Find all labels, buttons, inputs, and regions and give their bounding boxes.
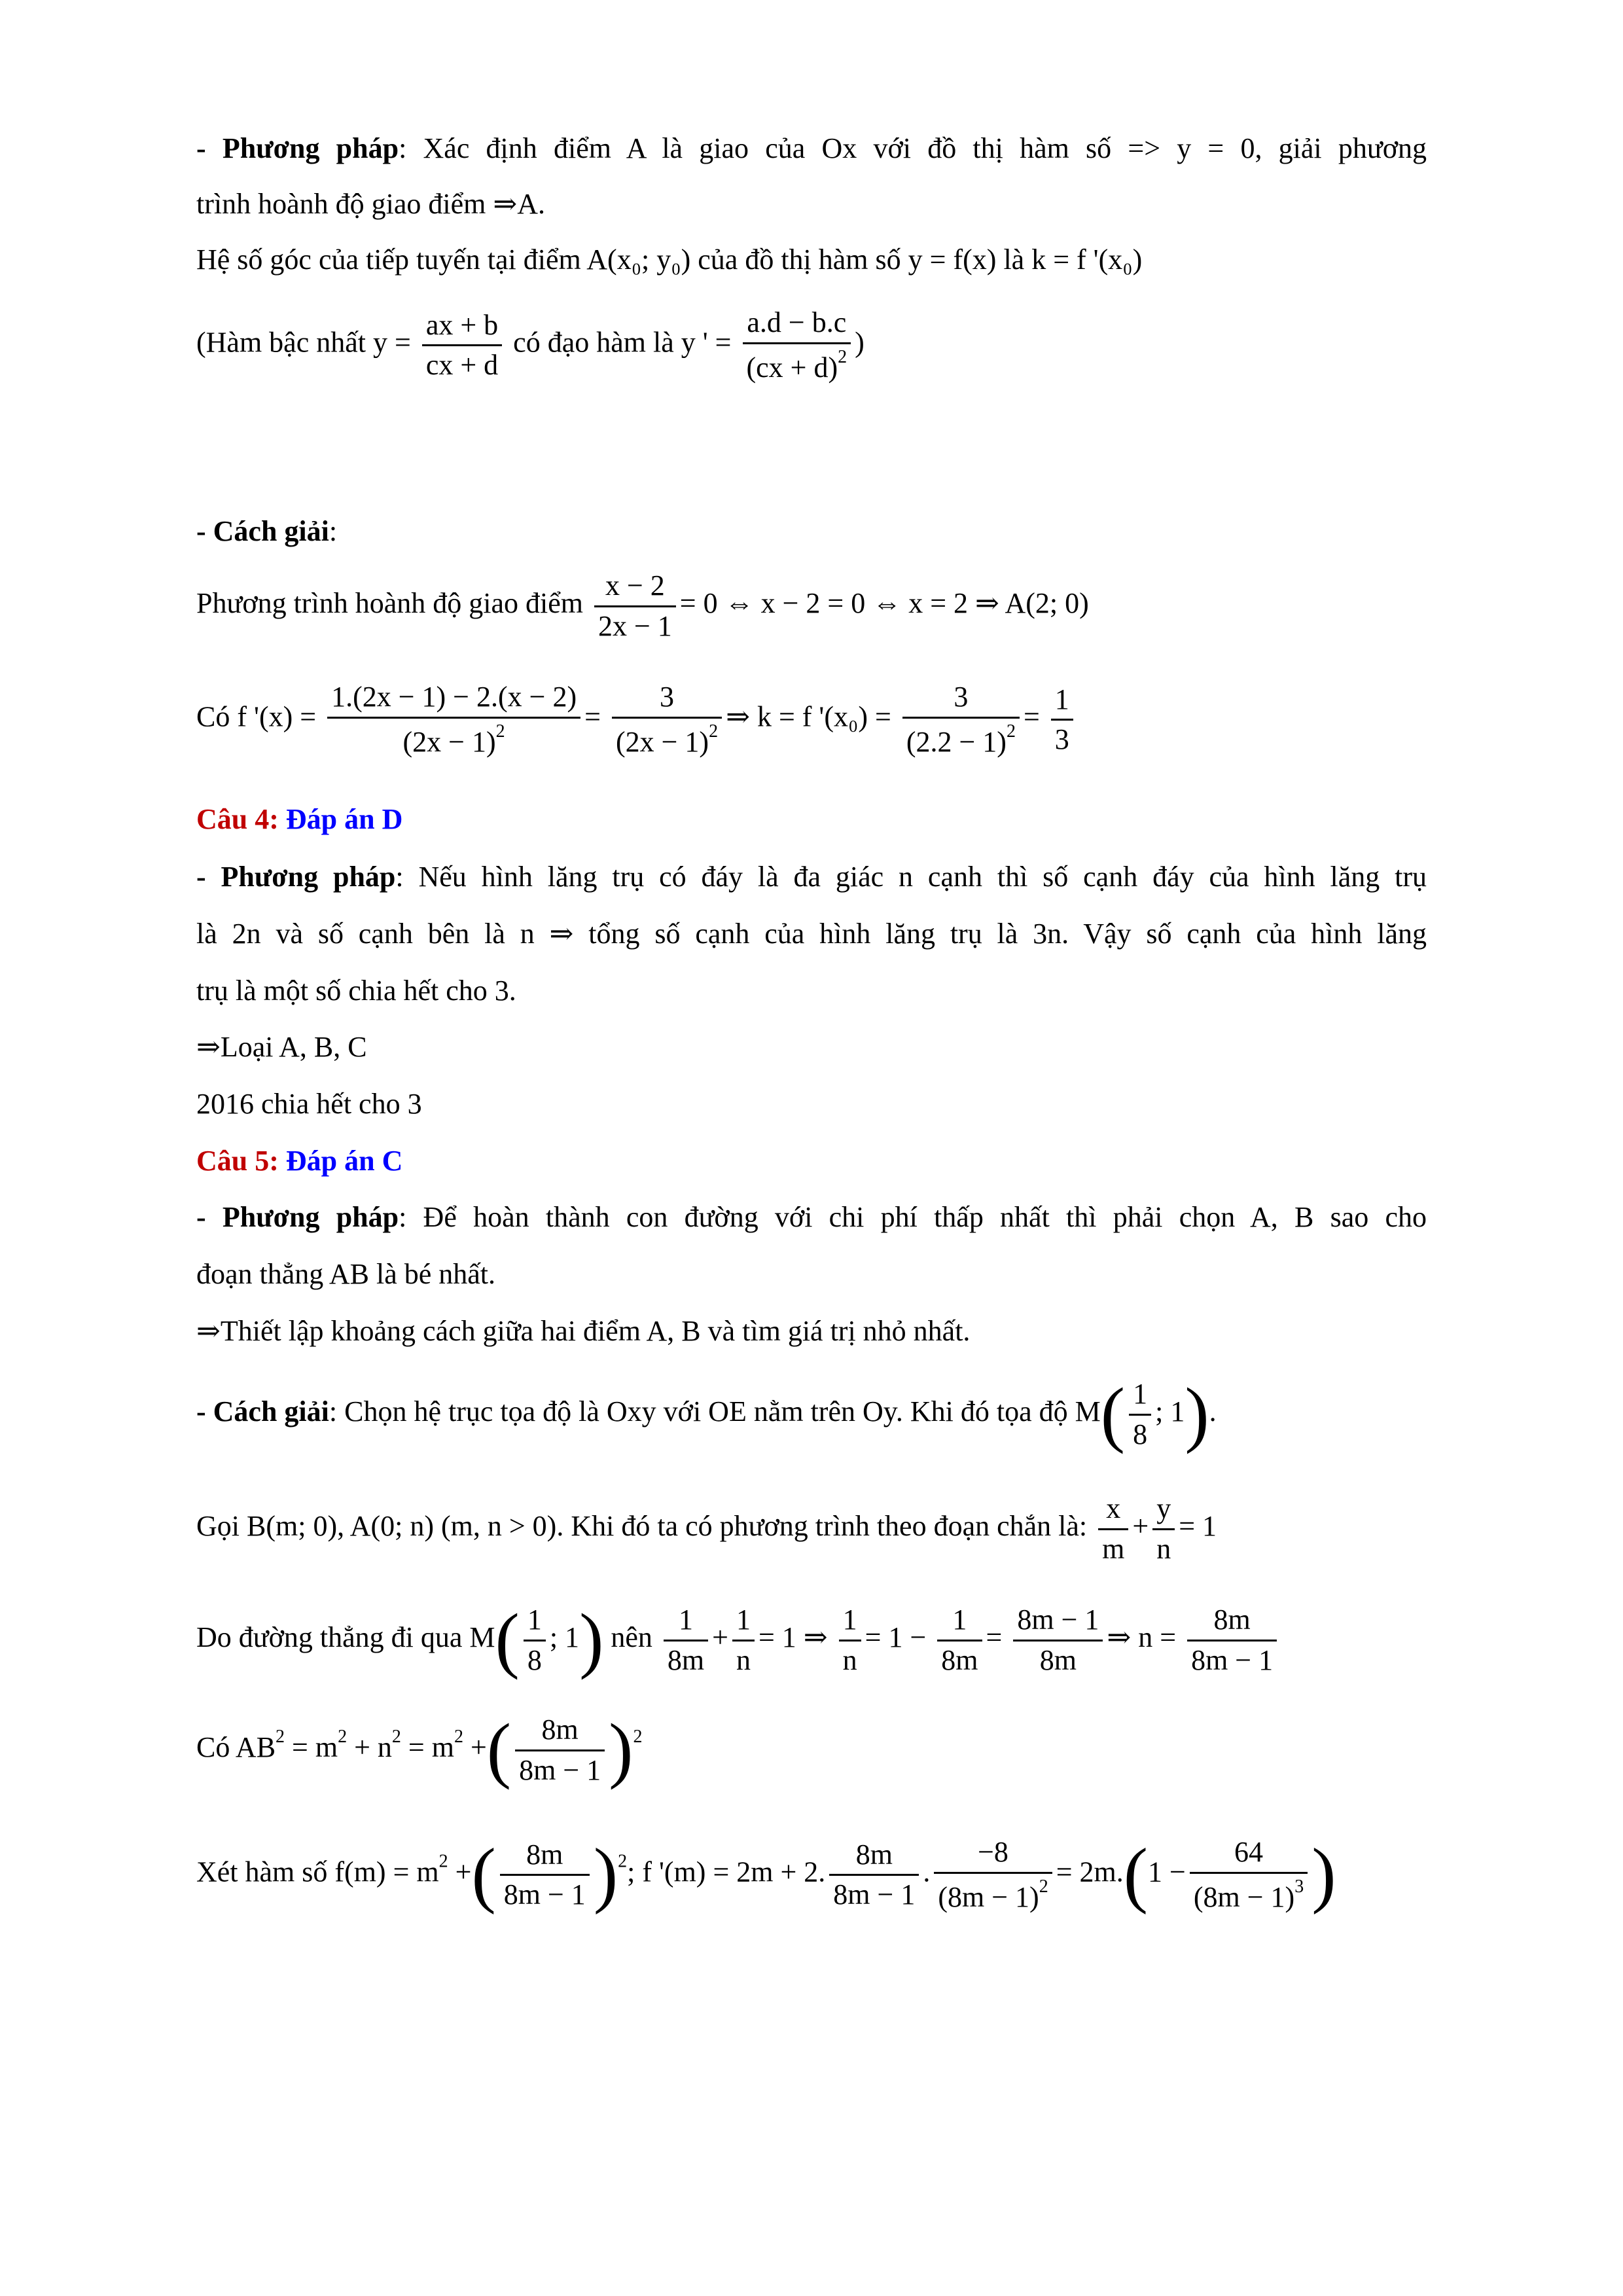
q5-fm-sq: 2	[438, 1851, 448, 1872]
q5-plus-n: + n	[354, 1731, 392, 1764]
s1-line4-c: )	[855, 326, 865, 359]
q5-do-a: Do đường thẳng đi qua	[196, 1621, 470, 1654]
q5-m-frac	[1129, 1378, 1151, 1451]
q5-m-den: 8	[1133, 1418, 1148, 1450]
q5-heading	[196, 1147, 402, 1175]
s1-line3-b: của đồ thị hàm số	[690, 243, 908, 276]
q5-line1-text: : Để hoàn thành con đường với chi phí thấp nhất thì phải chọn A, B sao cho	[399, 1201, 1427, 1233]
s1-line1	[196, 134, 1427, 163]
q5-do-f2	[732, 1604, 755, 1677]
s2-den-a: 2x − 1	[597, 609, 672, 642]
s1-yp-eq: y ' =	[681, 326, 732, 359]
q5-sol-line: - Cách giải: Chọn hệ trục tọa độ là Oxy với OE nằm trên Oy. Khi đó tọa độ M( $\frac{1}{8}$ ; 1).	[196, 1373, 1217, 1455]
s2-line-b	[196, 681, 1077, 759]
s1-frac-derivative	[743, 306, 851, 384]
q5-plus-2: +	[470, 1731, 487, 1764]
q5-m-rest: ; 1	[1155, 1395, 1185, 1428]
q4-line1-text: : Nếu hình lăng trụ có đáy là đa giác n cạnh thì số cạnh đáy của hình lăng trụ	[395, 861, 1427, 893]
s2-sq-d: 2	[1006, 721, 1016, 742]
q5-xet-plus: +	[455, 1856, 472, 1888]
s1-y-eq: y =	[373, 326, 411, 359]
q5-xet-num4: 64	[1190, 1836, 1308, 1874]
q5-frac-yn	[1152, 1492, 1175, 1566]
q5-do-f4-den: 8m	[941, 1643, 978, 1676]
q5-do-plus: +	[712, 1621, 728, 1654]
q5-do-f4	[937, 1604, 982, 1677]
s1-den1: cx + d	[425, 349, 499, 382]
q4-label: - Phương pháp	[196, 861, 396, 893]
s1-den2: (cx + d)	[746, 351, 838, 384]
q5-do-f1	[664, 1604, 708, 1677]
q5-goi-line	[196, 1492, 1217, 1566]
q5-do-f5-num: 8m − 1	[1013, 1604, 1103, 1641]
s1-line3-a: Hệ số góc của tiếp tuyến tại điểm	[196, 243, 587, 276]
s2-sq-c: 2	[709, 721, 719, 742]
s1-fx: y = f(x)	[908, 243, 997, 276]
q5-do-f4-num: 1	[937, 1604, 982, 1641]
q5-frac-xm	[1098, 1492, 1128, 1566]
q5-m-sq: 2	[338, 1727, 348, 1748]
q5-line3: ⇒Thiết lập khoảng cách giữa hai điểm A, B và tìm giá trị nhỏ nhất.	[196, 1315, 971, 1347]
q5-xet-frac1	[500, 1839, 590, 1912]
q5-n: n	[1156, 1532, 1171, 1565]
s2-line-a-text: Phương trình hoành độ giao điểm	[196, 587, 590, 620]
s1-label: - Phương pháp	[196, 132, 399, 164]
q4-answer: Đáp án D	[285, 803, 403, 835]
q5-eq1: = 1	[1179, 1510, 1217, 1543]
s2-fp: f '(x) =	[237, 700, 317, 733]
q5-one-minus: 1 −	[1148, 1856, 1186, 1888]
q5-do-m-den: 8	[527, 1643, 542, 1676]
s1-line4	[196, 306, 865, 384]
q5-line2: đoạn thẳng AB là bé nhất.	[196, 1258, 496, 1290]
s2-mid: ⇒ k = f '(x₀) =	[726, 700, 891, 733]
q4-line2: là 2n và số cạnh bên là n ⇒ tổng số cạnh của hình lăng trụ là 3n. Vậy số cạnh của hình lăng	[196, 918, 1427, 950]
q5-do-f1-den: 8m	[667, 1643, 705, 1676]
s2-frac-e	[1051, 683, 1073, 757]
q5-line1	[196, 1203, 1427, 1232]
q5-xet-line: Xét hàm số $f(m) = m^2$ +( $\frac{8m}{8m - 1}$ )$^2$; f '(m) = 2m + 2. $\frac{8m}{8m - 1}$ . $\frac{-8}{(8m - 1)^2}$ = 2m.(1 − $\frac{64}{(8m - 1)^3}$ )	[196, 1833, 1336, 1915]
s2-co: Có	[196, 700, 238, 733]
q5-eq-2m: = 2m.	[1056, 1856, 1124, 1888]
s2-num-d: 3	[902, 681, 1020, 719]
s2-num-c: 3	[612, 681, 722, 719]
q5-plus: +	[1132, 1510, 1149, 1543]
q5-xet-frac3	[934, 1836, 1052, 1914]
s2-frac-b	[327, 681, 580, 759]
s1-line3-c: là	[996, 243, 1032, 276]
q5-label: - Phương pháp	[196, 1201, 399, 1233]
q5-y: y	[1152, 1492, 1175, 1530]
q5-x: x	[1098, 1492, 1128, 1530]
s2-sq-b: 2	[495, 721, 505, 742]
q5-do-f3	[839, 1604, 861, 1677]
q5-do-f3-den: n	[842, 1643, 857, 1676]
q5-do-f6-num: 8m	[1187, 1604, 1277, 1641]
q5-goi-b: . Khi đó ta có phương trình theo đoạn chắn là:	[556, 1510, 1095, 1543]
q5-do-f2-num: 1	[732, 1604, 755, 1641]
s1-k: k = f '(x₀)	[1031, 243, 1143, 276]
s1-point-a: A(x₀; y₀)	[586, 243, 691, 276]
q5-m-num: 1	[1129, 1378, 1151, 1416]
s2-eq-2: =	[1023, 700, 1040, 733]
q5-n-sq: 2	[391, 1727, 401, 1748]
q5-xet-den1: 8m − 1	[503, 1878, 586, 1911]
s1-text-b: , giải phương	[1255, 132, 1427, 164]
q5-xet-den2: 8m − 1	[833, 1878, 916, 1911]
s1-frac-linear	[422, 309, 502, 382]
q5-xet-dot: .	[923, 1856, 931, 1888]
q5-do-f5	[1013, 1604, 1103, 1677]
s2-num-a: x − 2	[594, 569, 676, 607]
s1-num2: a.d − b.c	[743, 306, 851, 344]
s2-frac-a	[594, 569, 676, 643]
q5-xet-num1: 8m	[500, 1839, 590, 1876]
q5-xet-frac4	[1190, 1836, 1308, 1914]
q5-do-f6-den: 8m − 1	[1191, 1643, 1274, 1676]
s2-rest-a: = 0 ⇔ x − 2 = 0 ⇔ x = 2 ⇒ A(2; 0)	[679, 587, 1089, 620]
q4-heading	[196, 805, 402, 834]
s2-label: - Cách giải	[196, 515, 329, 547]
q5-do-b: nên	[603, 1621, 660, 1654]
s2-frac-d	[902, 681, 1020, 759]
s2-colon: :	[329, 515, 338, 547]
s2-line-a	[196, 569, 1089, 643]
q5-co: Có	[196, 1731, 236, 1764]
q5-xet-den3: (8m − 1)	[938, 1880, 1039, 1913]
q4-line4: ⇒Loại A, B, C	[196, 1031, 367, 1063]
q5-do-m-frac	[524, 1604, 546, 1677]
q5-do-m-rest: ; 1	[549, 1621, 580, 1654]
q5-do-imp: = 1 ⇒	[758, 1621, 828, 1654]
q5-do-f6	[1187, 1604, 1277, 1677]
q5-do-f2-den: n	[736, 1643, 751, 1676]
q4-line3: trụ là một số chia hết cho 3.	[196, 975, 516, 1007]
q5-co-line: Có $AB^2 = m^2 + n^2 = m^2$ +( $\frac{8m}{8m - 1}$ )$^2$	[196, 1709, 643, 1791]
q5-dot: .	[1209, 1395, 1217, 1428]
q5-do-1minus: = 1 −	[865, 1621, 927, 1654]
s2-den-b: (2x − 1)	[402, 725, 496, 758]
q5-m-point: M	[1075, 1395, 1101, 1428]
s1-line2: trình hoành độ giao điểm ⇒A.	[196, 188, 546, 220]
q5-answer: Đáp án C	[285, 1145, 403, 1177]
q5-co-den: 8m − 1	[519, 1753, 601, 1786]
s2-frac-c	[612, 681, 722, 759]
s1-eq-y0: y = 0	[1177, 132, 1255, 164]
s2-den-e: 3	[1054, 723, 1069, 756]
q5-do-imp-n: ⇒ n =	[1107, 1621, 1177, 1654]
q5-xet-num3: −8	[934, 1836, 1052, 1874]
q5-m-sq2: 2	[454, 1727, 463, 1748]
s2-den-d: (2.2 − 1)	[906, 725, 1007, 758]
q5-sol-a: : Chọn hệ trục tọa độ là Oxy với OE nằm trên Oy. Khi đó tọa độ	[329, 1395, 1075, 1428]
s2-num-b: 1.(2x − 1) − 2.(x − 2)	[327, 681, 580, 719]
q5-do-f5-den: 8m	[1039, 1643, 1077, 1676]
q5-co-frac	[515, 1713, 605, 1787]
q5-xet-sq1: 2	[618, 1851, 628, 1872]
s1-text-a: : Xác định điểm A là giao của Ox với đồ thị hàm số =>	[399, 132, 1177, 164]
q5-do-m-num: 1	[524, 1604, 546, 1641]
s1-line3	[196, 245, 1142, 274]
q5-xet-den4: (8m − 1)	[1193, 1880, 1295, 1913]
q5-do-m: M	[469, 1621, 495, 1654]
q5-xet-a: Xét hàm số	[196, 1856, 335, 1888]
q5-sol-label: - Cách giải	[196, 1395, 329, 1428]
q5-fm: f(m) = m	[334, 1856, 439, 1888]
s1-line4-a: (Hàm bậc nhất	[196, 326, 373, 359]
q4-line1	[196, 863, 1427, 891]
q5-eq-m: = m	[408, 1731, 454, 1764]
s2-heading	[196, 517, 337, 546]
q5-ab-rest: = m	[292, 1731, 338, 1764]
q5-xet-cube: 3	[1294, 1876, 1304, 1897]
q5-do-line: Do đường thẳng đi qua M( $\frac{1}{8}$ ; 1) nên $\frac{1}{8m}$ + $\frac{1}{n}$ = 1 ⇒ $\frac{1}{n}$ = 1 − $\frac{1}{8m}$ = $\frac{8m - 1}{8m}$ ⇒ n = $\frac{8m}{8m - 1}$	[196, 1604, 1281, 1677]
q5-ab: AB	[235, 1731, 276, 1764]
s2-den-c: (2x − 1)	[615, 725, 709, 758]
q5-goi-a: Gọi	[196, 1510, 247, 1543]
q5-xet-frac2	[829, 1839, 919, 1912]
q5-goi-pts: B(m; 0), A(0; n) (m, n > 0)	[247, 1510, 557, 1543]
q5-title: Câu 5:	[196, 1145, 286, 1177]
q5-co-num: 8m	[515, 1713, 605, 1751]
q5-do-eq: =	[986, 1621, 1003, 1654]
q5-xet-num2: 8m	[829, 1839, 919, 1876]
q5-xet-sq3: 2	[1039, 1876, 1048, 1897]
s1-line4-b: có đạo hàm là	[506, 326, 681, 359]
q4-title: Câu 4:	[196, 803, 286, 835]
q5-do-f3-num: 1	[839, 1604, 861, 1641]
s1-num1: ax + b	[422, 309, 502, 347]
q5-semi-fp: ; f '(m) = 2m + 2.	[627, 1856, 826, 1888]
q4-line5: 2016 chia hết cho 3	[196, 1088, 422, 1120]
q5-do-f1-num: 1	[664, 1604, 708, 1641]
s2-num-e: 1	[1051, 683, 1073, 721]
q5-ab-sq: 2	[276, 1727, 285, 1748]
q5-co-sq: 2	[633, 1727, 643, 1748]
s2-eq-1: =	[584, 700, 601, 733]
q5-m: m	[1102, 1532, 1125, 1565]
s1-sq: 2	[838, 346, 847, 367]
